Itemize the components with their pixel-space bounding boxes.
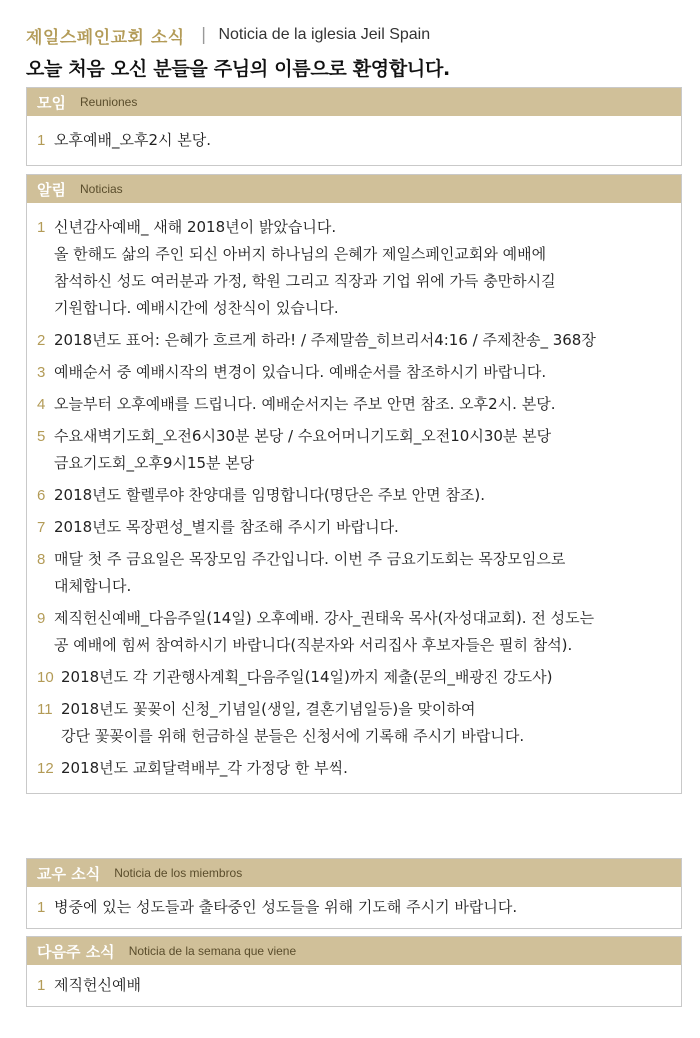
item-text: 오늘부터 오후예배를 드립니다. 예배순서지는 주보 안면 참조. 오후2시. 본당.: [54, 395, 556, 413]
item-text: 제직헌신예배_다음주일(14일) 오후예배. 강사_권태욱 목사(자성대교회). 전 성도는 공 예배에 힘써 참여하시기 바랍니다(직분자와 서리집사 후보자들은 필히 참석).: [54, 609, 595, 654]
item-list: [27, 887, 681, 928]
section-title: 모임: [37, 93, 66, 112]
item-number: 1: [37, 132, 46, 149]
item-text: 2018년도 할렐루야 찬양대를 임명합니다(명단은 주보 안면 참조).: [54, 486, 486, 504]
list-item: [37, 696, 671, 750]
section-title: 교우 소식: [37, 864, 101, 883]
page-header: [26, 20, 686, 81]
item-number: 1: [37, 977, 46, 994]
list-item: [37, 514, 671, 541]
item-number: 1: [37, 219, 46, 236]
item-list: [27, 965, 681, 1006]
section-header: [27, 175, 681, 203]
list-item: [37, 894, 671, 921]
section-members: [26, 858, 682, 929]
section-header: [27, 937, 681, 965]
section-subtitle: Reuniones: [79, 95, 138, 109]
item-text: 병중에 있는 성도들과 출타중인 성도들을 위해 기도해 주시기 바랍니다.: [54, 898, 518, 916]
item-text: 2018년도 꽃꽂이 신청_기념일(생일, 결혼기념일등)을 맞이하여 강단 꽃꽂이를 위해 헌금하실 분들은 신청서에 기록해 주시기 바랍니다.: [61, 700, 525, 745]
section-title: 알림: [37, 180, 66, 199]
section-subtitle: Noticia de la semana que viene: [128, 944, 297, 958]
item-text: 2018년도 교회달력배부_각 가정당 한 부씩.: [61, 759, 348, 777]
item-number: 2: [37, 332, 46, 349]
item-number: 7: [37, 519, 46, 536]
church-name-spanish: Noticia de la iglesia Jeil Spain: [218, 26, 431, 43]
item-number: 12: [37, 760, 54, 777]
item-number: 3: [37, 364, 46, 381]
item-number: 9: [37, 610, 46, 627]
list-item: [37, 664, 671, 691]
item-text: 매달 첫 주 금요일은 목장모임 주간입니다. 이번 주 금요기도회는 목장모임으로 대체합니다.: [54, 550, 566, 595]
item-text: 수요새벽기도회_오전6시30분 본당 / 수요어머니기도회_오전10시30분 본당 금요기도회_오후9시15분 본당: [54, 427, 552, 472]
list-item: [37, 359, 671, 386]
section-notices: [26, 174, 682, 794]
item-number: 8: [37, 551, 46, 568]
item-text: 예배순서 중 예배시작의 변경이 있습니다. 예배순서를 참조하시기 바랍니다.: [54, 363, 547, 381]
section-title: 다음주 소식: [37, 942, 115, 961]
item-number: 4: [37, 396, 46, 413]
list-item: [37, 605, 671, 659]
item-text: 2018년도 목장편성_별지를 참조해 주시기 바랍니다.: [54, 518, 399, 536]
list-item: [37, 127, 671, 154]
list-item: [37, 391, 671, 418]
section-subtitle: Noticia de los miembros: [114, 866, 243, 880]
welcome-message: 오늘 처음 오신 분들을 주님의 이름으로 환영합니다.: [26, 58, 450, 80]
item-text: 제직헌신예배: [54, 976, 141, 994]
list-item: [37, 546, 671, 600]
item-text: 2018년도 표어: 은혜가 흐르게 하라! / 주제말씀_히브리서4:16 / 주제찬송_ 368장: [54, 331, 596, 349]
list-item: [37, 423, 671, 477]
church-name: 제일스페인교회 소식: [26, 27, 185, 48]
item-number: 1: [37, 899, 46, 916]
item-number: 11: [37, 701, 53, 718]
section-next-week: [26, 936, 682, 1007]
header-title-row: [26, 20, 686, 50]
title-separator: |: [200, 25, 207, 45]
list-item: [37, 755, 671, 782]
list-item: [37, 482, 671, 509]
list-item: [37, 972, 671, 999]
item-text: 2018년도 각 기관행사계획_다음주일(14일)까지 제출(문의_배광진 강도사): [61, 668, 553, 686]
list-item: [37, 327, 671, 354]
item-text: 신년감사예배_ 새해 2018년이 밝았습니다. 올 한해도 삶의 주인 되신 아버지 하나님의 은혜가 제일스페인교회와 예배에 참석하신 성도 여러분과 가정, 학원 그리고 직장과 기업 위에 가득 충만하시길 기원합니다. 예배시간에 성찬식이 있습니다.: [54, 218, 556, 317]
item-text: 오후예배_오후2시 본당.: [54, 131, 211, 149]
item-list: [27, 116, 681, 165]
section-header: [27, 88, 681, 116]
item-number: 6: [37, 487, 46, 504]
item-list: [27, 203, 681, 793]
section-header: [27, 859, 681, 887]
list-item: [37, 214, 671, 322]
item-number: 5: [37, 428, 46, 445]
section-subtitle: Noticias: [79, 182, 123, 196]
section-meetings: [26, 87, 682, 166]
item-number: 10: [37, 669, 54, 686]
